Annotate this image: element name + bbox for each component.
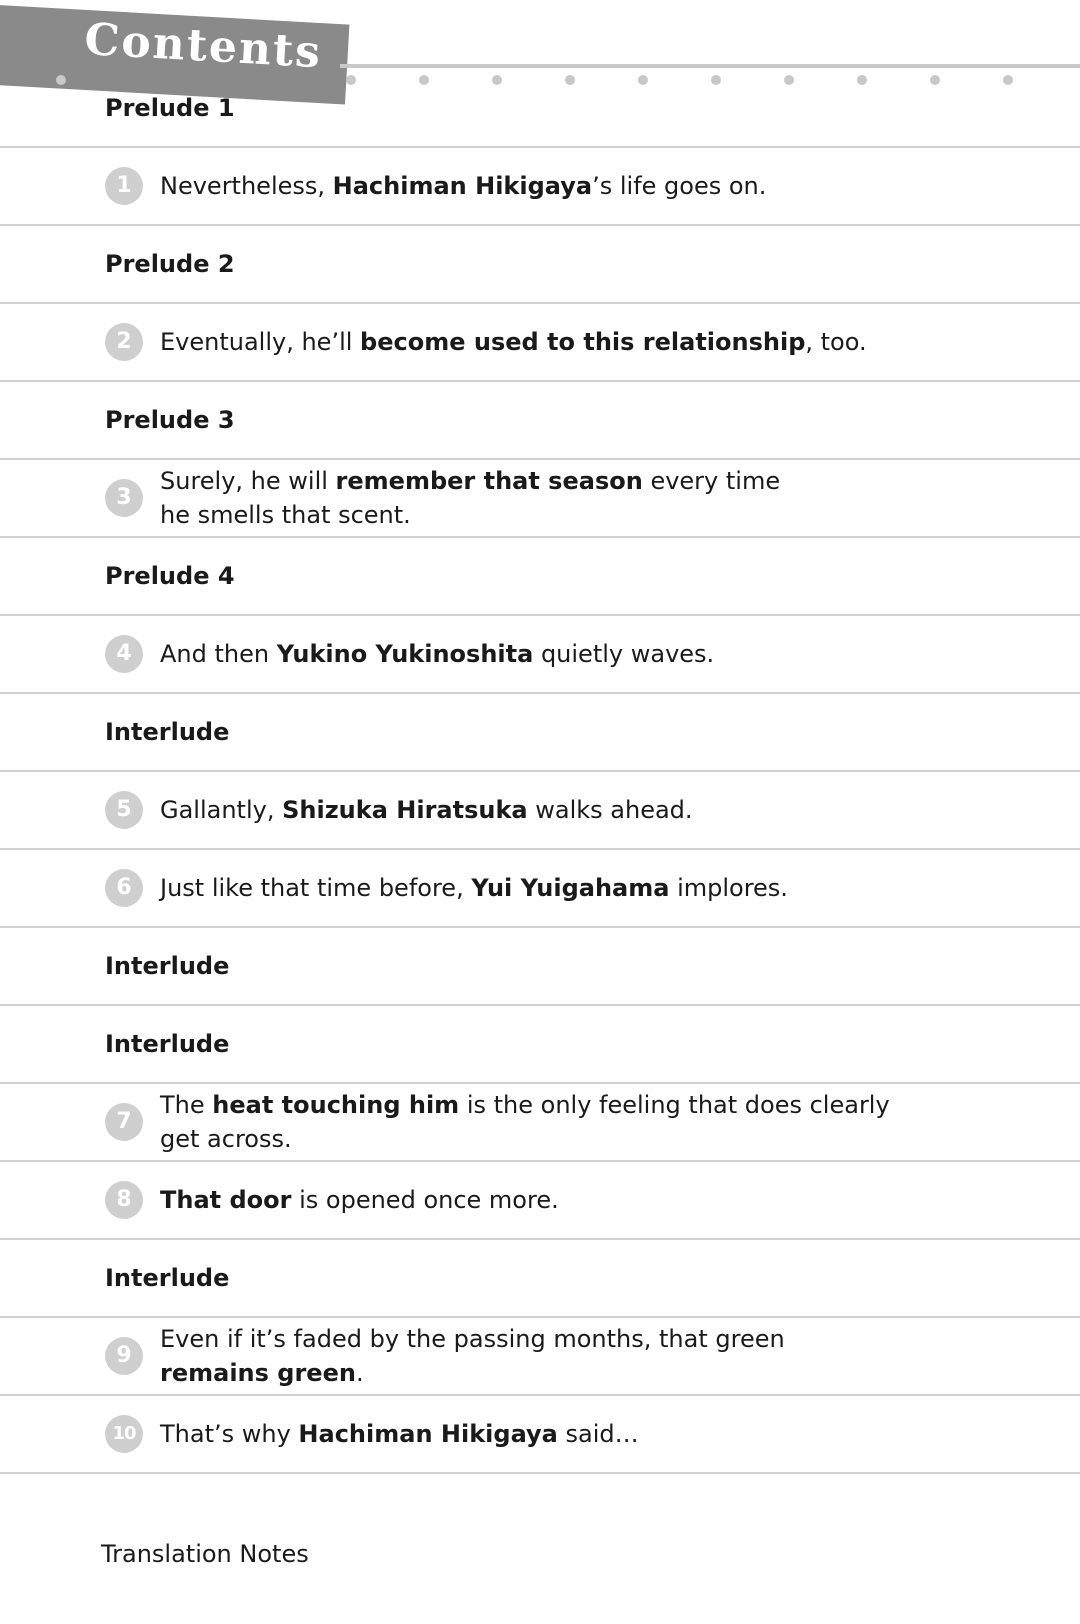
chapter-number-badge: 7 (105, 1103, 143, 1141)
chapter-title-emphasis: That door (160, 1186, 292, 1214)
toc-section-row[interactable] (0, 1006, 1080, 1084)
toc-chapter-row[interactable] (0, 1084, 1080, 1162)
chapter-title-emphasis: heat touching him (212, 1091, 460, 1119)
translation-notes-link[interactable]: Translation Notes (101, 1540, 309, 1568)
chapter-title (160, 169, 1010, 203)
chapter-title-text: he smells that scent. (160, 501, 411, 529)
toc-chapter-row[interactable] (0, 1318, 1080, 1396)
section-label: Prelude 2 (105, 250, 235, 278)
chapter-number-badge: 4 (105, 635, 143, 673)
chapter-title-text: is the only feeling that does clearly (459, 1091, 890, 1119)
chapter-title (160, 1088, 1010, 1156)
chapter-title-text: every time (642, 467, 781, 495)
chapter-title-text: ’s life goes on. (592, 172, 767, 200)
section-label: Prelude 4 (105, 562, 235, 590)
toc-chapter-row[interactable] (0, 148, 1080, 226)
chapter-title-text: walks ahead. (527, 796, 693, 824)
chapter-title-text: And then (160, 640, 277, 668)
chapter-number-badge: 1 (105, 167, 143, 205)
chapter-title-text: Even if it’s faded by the passing months, that green (160, 1325, 785, 1353)
toc-chapter-row[interactable] (0, 1162, 1080, 1240)
chapter-title (160, 793, 1010, 827)
chapter-title-text: is opened once more. (291, 1186, 559, 1214)
chapter-number-badge: 2 (105, 323, 143, 361)
chapter-title-text: Surely, he will (160, 467, 336, 495)
chapter-title (160, 1417, 1010, 1451)
header-rule (340, 64, 1080, 68)
chapter-title-text: get across. (160, 1125, 292, 1153)
toc-chapter-row[interactable] (0, 616, 1080, 694)
chapter-title-text: That’s why (160, 1420, 299, 1448)
section-label: Prelude 1 (105, 94, 235, 122)
chapter-title-emphasis: Yukino Yukinoshita (276, 640, 534, 668)
chapter-title-text: quietly waves. (533, 640, 715, 668)
toc-chapter-row[interactable] (0, 304, 1080, 382)
chapter-title-emphasis: remains green (160, 1359, 356, 1387)
chapter-number-badge: 3 (105, 479, 143, 517)
toc-section-row[interactable] (0, 70, 1080, 148)
toc-section-row[interactable] (0, 1240, 1080, 1318)
chapter-title-text: Eventually, he’ll (160, 328, 361, 356)
toc-section-row[interactable] (0, 928, 1080, 1006)
chapter-title-text: Just like that time before, (160, 874, 472, 902)
chapter-title-emphasis: become used to this relationship (360, 328, 806, 356)
chapter-title (160, 325, 1010, 359)
toc-chapter-row[interactable] (0, 850, 1080, 928)
chapter-number-badge: 9 (105, 1337, 143, 1375)
chapter-title (160, 464, 1010, 532)
chapter-title-text: implores. (669, 874, 788, 902)
section-label: Interlude (105, 952, 230, 980)
toc-chapter-row[interactable] (0, 772, 1080, 850)
chapter-title-text: Gallantly, (160, 796, 283, 824)
section-label: Interlude (105, 718, 230, 746)
chapter-title-text: The (160, 1091, 213, 1119)
chapter-title-emphasis: Hachiman Hikigaya (332, 172, 593, 200)
page-title: Contents (83, 14, 324, 79)
chapter-title (160, 1183, 1010, 1217)
chapter-number-badge: 6 (105, 869, 143, 907)
section-label: Interlude (105, 1030, 230, 1058)
chapter-title-text: , too. (805, 328, 867, 356)
chapter-title-emphasis: Hachiman Hikigaya (298, 1420, 558, 1448)
chapter-title-text: . (355, 1359, 364, 1387)
toc-section-row[interactable] (0, 226, 1080, 304)
toc-chapter-row[interactable] (0, 1396, 1080, 1474)
toc-section-row[interactable] (0, 382, 1080, 460)
toc-chapter-row[interactable] (0, 460, 1080, 538)
chapter-title-emphasis: Yui Yuigahama (471, 874, 670, 902)
chapter-title (160, 871, 1010, 905)
toc-section-row[interactable] (0, 694, 1080, 772)
chapter-number-badge: 8 (105, 1181, 143, 1219)
toc-list (0, 70, 1080, 1474)
section-label: Prelude 3 (105, 406, 235, 434)
chapter-title-text: said… (557, 1420, 639, 1448)
chapter-title-text: Nevertheless, (160, 172, 333, 200)
chapter-number-badge: 5 (105, 791, 143, 829)
chapter-title (160, 637, 1010, 671)
chapter-title-emphasis: remember that season (335, 467, 643, 495)
toc-section-row[interactable] (0, 538, 1080, 616)
chapter-title-emphasis: Shizuka Hiratsuka (282, 796, 528, 824)
section-label: Interlude (105, 1264, 230, 1292)
chapter-title (160, 1322, 1010, 1390)
chapter-number-badge: 10 (105, 1415, 143, 1453)
